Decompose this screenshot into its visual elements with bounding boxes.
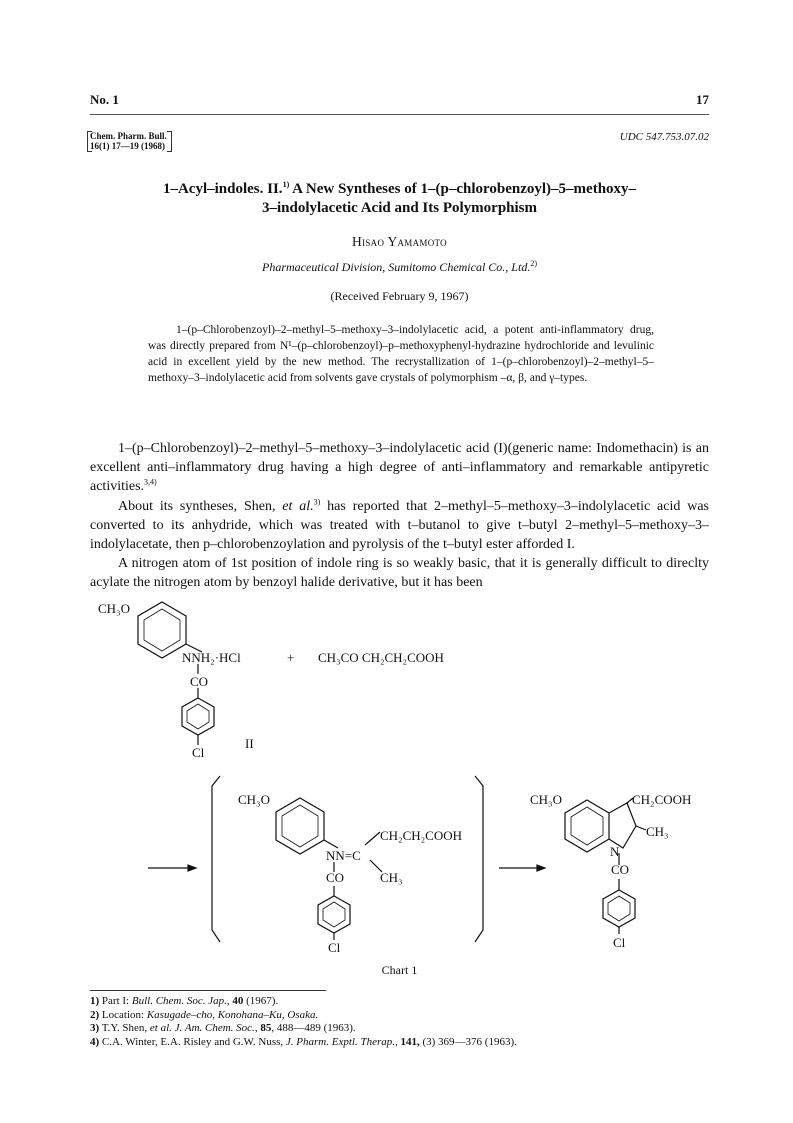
label-ch2cooh: CH₂COOH: [632, 792, 692, 807]
chart-caption: Chart 1: [381, 963, 418, 977]
citation-line-1: Chem. Pharm. Bull.: [90, 131, 167, 141]
label-ch3o-3: CH₃O: [530, 792, 562, 807]
label-cl-1: Cl: [192, 745, 205, 760]
label-nnc: NN=C: [326, 848, 361, 863]
label-co-2: CO: [326, 870, 345, 885]
label-nnh2hcl: NNH₂·HCl: [182, 650, 241, 665]
benzene-ring-3: [276, 798, 324, 854]
label-n-3: N: [610, 844, 620, 859]
author-name: Hisao Yamamoto: [352, 234, 447, 249]
label-cl-2: Cl: [328, 940, 341, 955]
indole-benzo-ring: [565, 800, 609, 852]
footnote-1: 1) Part I: Bull. Chem. Soc. Jap., 40 (1967).: [90, 995, 279, 1007]
udc-code: UDC 547.753.07.02: [619, 131, 709, 143]
label-ch3o-2: CH₃O: [238, 792, 270, 807]
title-part-2: A New Syntheses of 1–(p–chlorobenzoyl)–5–methoxy–: [289, 181, 637, 197]
footnotes: [90, 995, 517, 1049]
label-cl-3: Cl: [613, 935, 626, 950]
affiliation: Pharmaceutical Division, Sumitomo Chemical Co., Ltd.$^{2)}$: [262, 259, 537, 274]
label-co-3: CO: [611, 862, 630, 877]
label-ch3-2: CH₃: [380, 870, 403, 885]
journal-issue: No. 1: [90, 92, 119, 107]
citation-line-2: 16(1) 17—19 (1968): [90, 141, 165, 151]
label-co-1: CO: [190, 674, 209, 689]
label-plus: +: [287, 650, 295, 665]
footnote-2: 2) Location: Kasugade–cho, Konohana–Ku, Osaka.: [90, 1008, 319, 1021]
received-date: (Received February 9, 1967): [330, 289, 469, 303]
footnote-3: 3) T.Y. Shen, et al. J. Am. Chem. Soc., 85, 488—489 (1963).: [90, 1022, 356, 1034]
title-footnote-ref: 1): [282, 180, 290, 189]
paragraph-3: A nitrogen atom of 1st position of indole ring is so weakly basic, that it is generally difficult to direclty acylate the nitrogen atom by benzoyl halide derivative, but it has been: [90, 556, 709, 590]
chart-1-scheme: [90, 590, 709, 985]
label-ch2ch2cooh: CH₂CH₂COOH: [380, 828, 463, 843]
label-ch3o-1: CH₃O: [98, 601, 130, 616]
footnote-4: 4) C.A. Winter, E.A. Risley and G.W. Nuss, J. Pharm. Exptl. Therap., 141, (3) 369—376 (1963).: [90, 1035, 517, 1048]
label-ch3-3: CH₃: [646, 824, 669, 839]
paragraph-2: About its syntheses, Shen, et al.$^{3)}$ has reported that 2–methyl–5–methoxy–3–indolylacetic acid was converted to its anhydride, which was treated with t–butanol to give t–butyl 2–methyl–5–methoxy–3–indolylacetate, then p–chlorobenzoylation and pyrolysis of the t–butyl ester afforded I.: [90, 497, 709, 552]
title-line-2: 3–indolylacetic Acid and Its Polymorphism: [261, 200, 538, 216]
abstract: 1–(p–Chlorobenzoyl)–2–methyl–5–methoxy–3–indolylacetic acid, a potent anti-inflammatory drug, was directly prepared from N¹–(p–chlorobenzoyl)–p–methoxyphenyl-hydrazine hydrochloride and levulinic acid in excellent yield by the new method. The recrystallization of 1–(p–chlorobenzoyl)–2–methyl–5–methoxy–3–indolylacetic acid from solvents gave crystals of polymorphism –α, β, and γ–types.: [148, 324, 654, 384]
label-levulinic-acid: CH₃CO CH₂CH₂COOH: [318, 650, 444, 665]
journal-citation: [90, 131, 167, 151]
title-part-1: 1–Acyl–indoles. II.: [162, 181, 283, 197]
benzene-ring-1: [138, 602, 186, 658]
page-number: 17: [696, 92, 709, 107]
label-compound-ii: II: [245, 736, 254, 751]
header-rule: [90, 114, 709, 115]
paper-title: [90, 180, 709, 218]
footnote-rule: [90, 990, 326, 991]
indole-pyrrole-ring: [609, 803, 636, 848]
paragraph-1: 1–(p–Chlorobenzoyl)–2–methyl–5–methoxy–3–indolylacetic acid (I)(generic name: Indomethacin) is an excellent anti–inflammatory drug having a high degree of anti–inflammatory and remarkable antipyretic activities.$^{3,4)}$: [90, 441, 709, 494]
